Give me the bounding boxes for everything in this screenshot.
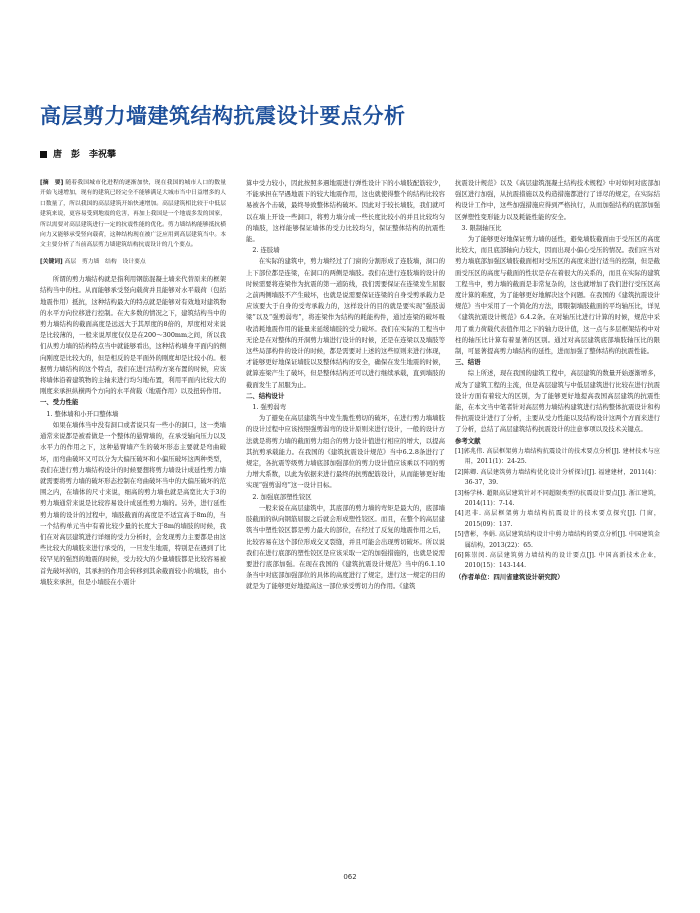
keywords: [40, 257, 226, 267]
column-3: [455, 178, 660, 583]
subheading-1-1: 1. 整体墙和小开口整体墙: [46, 409, 119, 418]
column-2: [246, 178, 445, 593]
reference-list: [455, 447, 660, 572]
reference-item: [5]曹彬，李娟. 高层建筑结构设计中剪力墙结构的要点分析[J]. 中国建筑金属结构，2013(22)：65.: [455, 531, 660, 549]
page-number: 062: [343, 873, 357, 881]
body-paragraph: 如果在墙体当中没有洞口或者说只有一些小的洞口，这一类墙通常来说都是被看做是一个整体的悬臂墙的，在承受轴向压力以及水平力的作用之下，这种悬臂墙产生的破坏形态主要就是弯曲破坏，而弯曲破坏又可以分为大偏压破坏和小偏压破坏这两种类型，我们在进行剪力墙结构设计的时候要想将剪力墙设计成延性剪力墙就需要将剪力墙的破坏形态控制在弯曲破坏当中的大偏压破坏的范围之内，在墙体的尺寸来说，细高的剪力墙也就是高宽比大于3的剪力墙通常来说是比较容易设计成延性剪力墙的。另外，进行延性剪力墙的设计的过程中，墙肢截面的高度是不适宜高于8m的，当一个结构单元当中有着比较少量的长度大于8m的墙肢的时候，我们在对高层建筑进行详细的受力分析时，会发现剪力主要都是由这些比较大的墙肢来进行承受的，一旦发生地震，特别是在遇到了比较罕见的强烈的地震的时候，受力较大的少量墙肢都是比较容易被首先破坏掉的，其承担的作用会转移到其余截面较小的墙肢，由小墙肢来承担，但是小墙肢在小震计: [40, 420, 226, 586]
body-paragraph: 在实际的建筑中，剪力墙经过了门窗的分割形成了连肢墙，洞口的上下部位都是连梁，在洞口的两侧是墙肢。我们在进行连肢墙的设计的时候需要将连梁作为抗震的第一道防线，我们需要保证在连梁发生屈服之前两侧墙肢不产生破坏，也就是说需要保证连梁的自身受剪承载力是应该要大于自身的受弯承载力的，这样设计的目的就是要实现“强肢弱梁”以及“强剪弱弯”，将连梁作为结构的耗能构件，通过连梁的破坏吸收消耗地震作用的能量来延缓墙肢的受力破坏。我们在实际的工程当中无论是在对整体的开洞剪力墙进行设计的时候，还是在连梁以及墙肢等这些局部构件的设计的时候，都是需要对上述的这些原则来进行体现，才能够更好地保证墙肢以及整体结构的安全，确保在发生地震的时候，就算连梁产生了破坏，但是整体结构还可以进行继续承载，直到墙肢的截面发生了屈服为止。: [246, 257, 445, 389]
keywords-text: 高层 剪力墙 结构 设计要点: [64, 258, 146, 265]
reference-item: [6]陈崇闵. 高层建筑剪力墙结构的设计要点[J]. 中国高新技术企业，2010(15)：143-144.: [455, 551, 660, 570]
intro-paragraph: 所谓的剪力墙结构就是指利用钢筋混凝土墙来代替原来的框架结构当中的柱。从而能够承受竖向载荷并且能够对水平载荷（包括地震作用）抵抗，这种结构最大的特点就是能够对有效地对建筑物的水平方向位移进行控制。在大多数的情况之下，建筑结构当中的剪力墙结构的截面高度是远远大于其厚度的8倍的，厚度相对来说是比较薄的，一般来说厚度仅仅是在200～300mm之间，所以我们从剪力墙的结构特点当中就能够看出，这种结构墙身平面内的侧向刚度是比较大的，但是相反的是平面外的刚度却是比较小的。根据剪力墙结构的这个特点，我们在进行结构方案布置的时候，应该将墙体沿着建筑物的主轴来进行均匀地布置，利用平面内比较大的刚度来承担纵横两个方向的水平荷载（地震作用）以及扭转作用。: [40, 275, 226, 396]
reference-item: [2]陈卿. 高层建筑剪力墙结构优化设计分析探讨[J]. 福建建材，2011(4)：36-37，39.: [455, 468, 660, 487]
body-paragraph: 算中受力较小，因此按照多遇地震进行弹性设计下的小墙肢配筋较少，不能承担在罕遇地震下的较大地震作用，这也就使得整个的结构比较容易被各个击破，最终导致整体结构破坏。因此对于较长墙肢，我们就可以在墙上开设一些洞口，将剪力墙分成一些长度比较小的并且比较均匀的墙肢，这样能够保证墙体的受力比较均匀，保证整体结构的抗震性能。: [246, 179, 445, 244]
article-title: 高层剪力墙建筑结构抗震设计要点分析: [40, 104, 406, 128]
square-bullet-icon: [40, 151, 47, 158]
body-paragraph: 为了能够更好地保证剪力墙的延性，避免墙肢截面由于受压区的高度比较大，而且底部轴向力较大，因而出现小偏心受压的情况。我们应当对剪力墙底部加强区墙肢截面相对受压区的高度来进行适当的控制，但是截面受压区的高度与截面的性状是存在着很大的关系的，而且在实际的建筑工程当中，剪力墙的截面是非常复杂的，这也就增加了我们进行受压区高度计算的难度，为了能够更好地解决这个问题。在我国的《建筑抗震设计规范》当中采用了一个简化的方法，即限制墙肢截面的平均轴压比，详见《建筑抗震设计规范》6.4.2条。在对轴压比进行计算的时候，规范中采用了重力荷载代表值作用之下的轴力设计值，这一点与多层框架结构中对柱的轴压比计算有着显著的区别。通过对高层建筑底部墙肢轴压比的限制，可显著提高剪力墙结构的延性，进而加强了整体结构的抗震性能。: [455, 235, 660, 356]
subheading-2-2: 2. 加强底部塑性铰区: [252, 492, 312, 501]
author-line: [40, 147, 116, 160]
subheading-1-2: 2. 连肢墙: [252, 246, 280, 255]
subheading-2-1: 1. 强剪弱弯: [252, 403, 287, 412]
body-paragraph: 为了避免在高层建筑当中发生脆性剪切的破坏，在进行剪力墙墙肢的设计过程中应该按照强剪弱弯的设计原则来进行设计，一般的设计方法就是将剪力墙的截面剪力组合的剪力设计值进行相应的增大，以提高其抗剪承载能力。在我国的《建筑抗震设计规范》当中6.2.8条进行了规定，各抗震等级剪力墙底部加强部位的剪力设计值应该乘以不同的剪力增大系数，以此为依据来进行最终的抗剪配筋设计，从而能够更好地实现“强剪弱弯”这一设计目标。: [246, 414, 445, 490]
subheading-2-3: 3. 限制轴压比: [461, 223, 502, 232]
abstract-label: [摘 要]: [40, 180, 64, 186]
abstract: [40, 178, 226, 251]
author-affiliation: （作者单位：四川省建筑设计研究院）: [455, 572, 564, 581]
reference-item: [4]迟非. 高层框架剪力墙结构抗震设计的技术要点探究[J]. 门窗，2015(09)：137.: [455, 510, 660, 528]
section-heading-3: 三、结语: [455, 358, 481, 367]
keywords-label: [关键词]: [40, 258, 63, 265]
body-paragraph: 一般来说在高层建筑中，其底部的剪力墙的弯矩是最大的，底部墙肢截面的纵向钢筋屈服之后就会形成塑性铰区。而且，在整个的高层建筑当中塑性铰区都是剪力最大的部位，在经过了反复的地震作用之后，比较容易在这个部位形成交叉裂缝，并且可能会出现剪切破坏。所以说我们在进行底部的塑性铰区是应该采取一定的加强措施的，也就是说需要进行底部加强。在现在我国的《建筑抗震设计规范》当中的6.1.10条当中对底部加强部位的具体的高度进行了规定，进行这一规定的目的就是为了能够更好地提高这一部位承受剪切力的作用。《建筑: [246, 503, 445, 591]
references-heading: 参考文献: [455, 436, 481, 445]
section-heading-2: 二、结构设计: [246, 391, 285, 400]
authors: 唐 彭 李祝攀: [53, 150, 117, 160]
abstract-text: 随着我国城市化进程的逐渐加快，现在我国的城市人口的数量开始飞速增加，现有的建筑已经完全不能够满足大城市当中日益增多的人口数量了，所以我国的高层建筑开始快速增加。高层建筑相比较于中低层建筑来说，更容易受到地震的危害，再加上我国是一个地震多发的国家，所以需要对高层建筑进行一定的抗震性能的优化。剪力墙结构能够抵抗横向力又能够承受竖向载荷，这种结构现在被广泛应用到高层建筑当中。本文主要分析了当前高层剪力墙建筑结构抗震设计的几个要点。: [40, 180, 226, 249]
reference-item: [1]郭兆伟. 高层框架剪力墙结构抗震设计的技术要点分析[J]. 建材技术与应用，2011(1)：24-25.: [455, 447, 660, 466]
body-paragraph: 综上所述，现在我国的建筑工程中，高层建筑的数量开始逐渐增多，成为了建筑工程的主流，但是高层建筑与中低层建筑进行比较在进行抗震设计方面有着较大的区别，为了能够更好地提高我国高层建筑的抗震性能，在本文当中笔者针对高层剪力墙结构建筑进行结构整体抗震设计和构件抗震设计进行了分析，主要从受力性能以及结构设计这两个方面来进行了分析，总结了高层建筑结构抗震设计的注意事项以及技术关键点。: [455, 369, 660, 434]
column-1: [40, 178, 226, 588]
section-heading-1: 一、受力性能: [40, 398, 79, 407]
body-paragraph: 抗震设计规范》以及《高层建筑混凝土结构技术规程》中对如何对底部加强区进行加强，从抗震措施以及构造措施都进行了详尽的规定，在实际结构设计工作中，这些加强措施应得到严格执行，从而加强结构的底部加强区弹塑性变形能力以及耗能性能的安全。: [455, 179, 660, 221]
reference-item: [3]杨学林. 超限高层建筑针对不同超限类型的抗震设计要点[J]. 浙江建筑，2014(11)：7-14.: [455, 489, 660, 507]
